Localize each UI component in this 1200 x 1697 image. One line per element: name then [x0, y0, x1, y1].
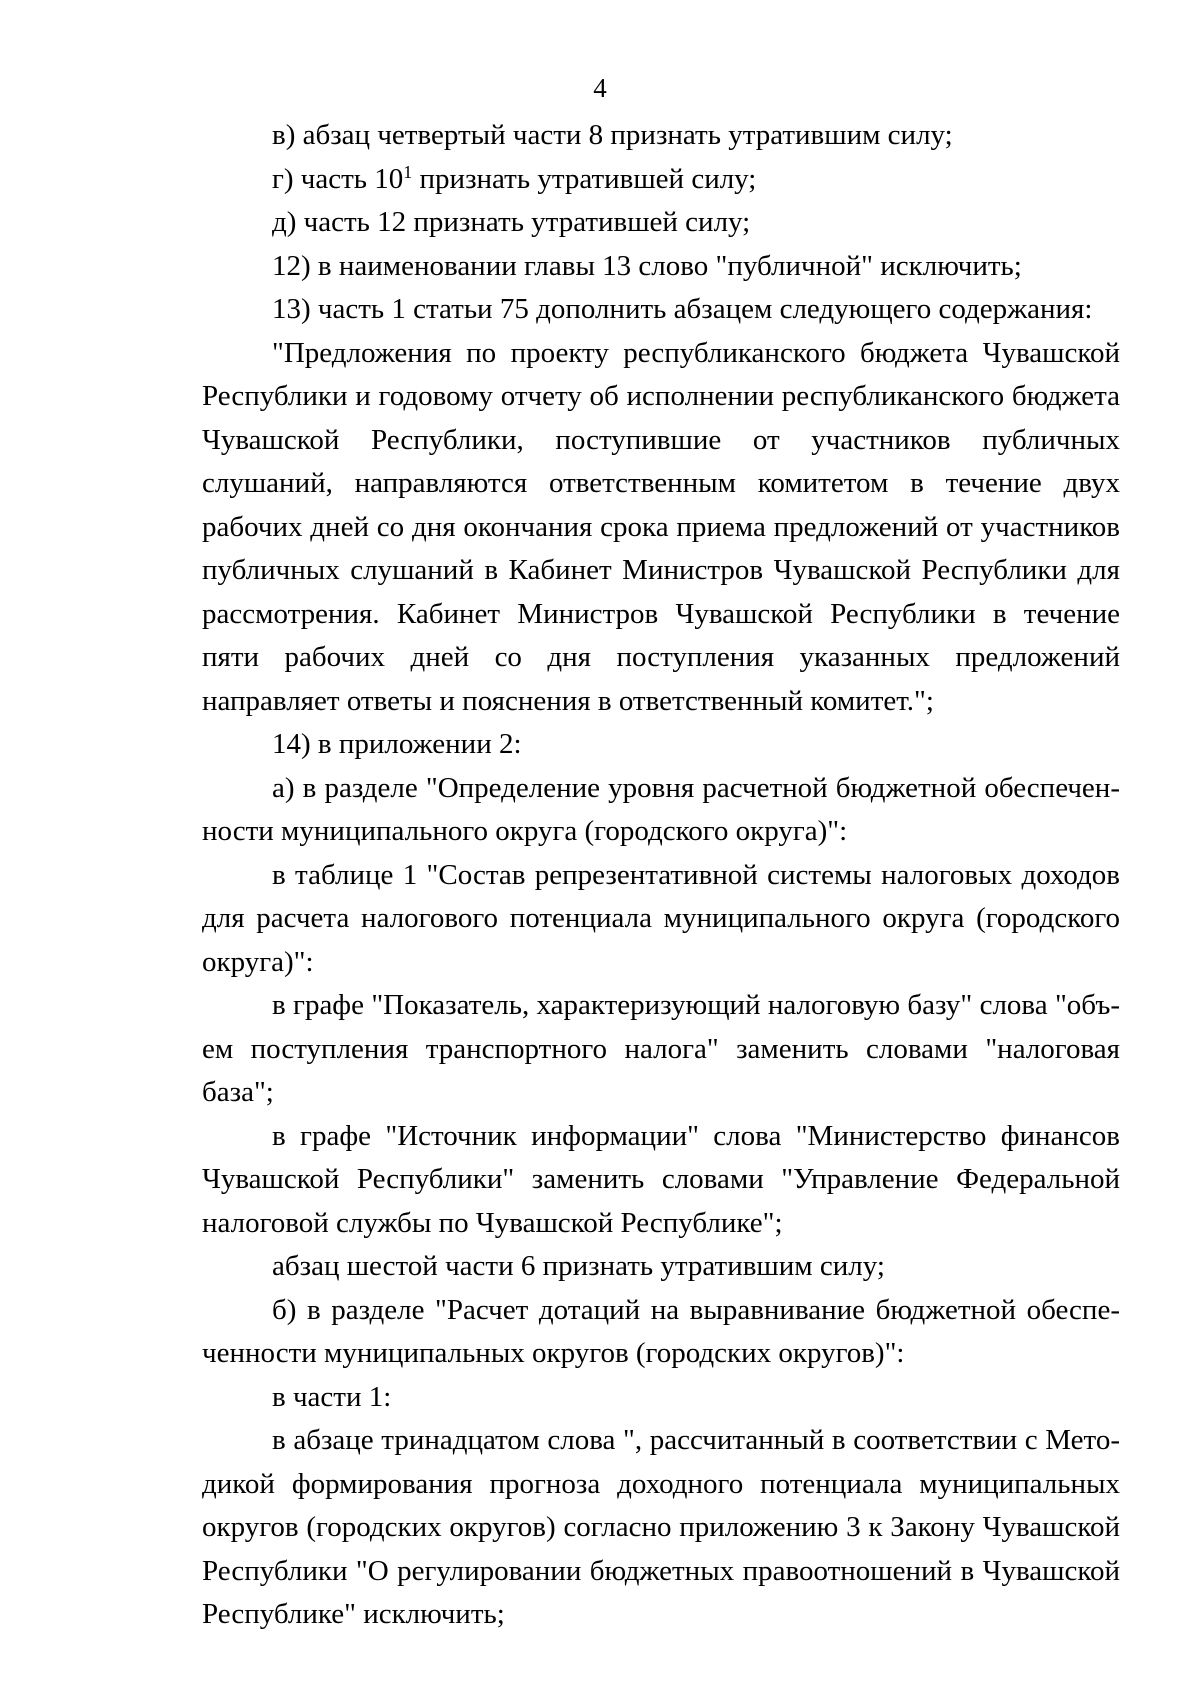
- document-body: [202, 114, 1120, 1637]
- page-number: 4: [593, 73, 607, 103]
- paragraph-item-d: д) часть 12 признать утратившей силу;: [272, 206, 751, 238]
- paragraph-text-end: признать утратившей силу;: [412, 162, 757, 195]
- paragraph-part-6: абзац шестой части 6 признать утратившим силу;: [272, 1250, 885, 1282]
- paragraph-table-1: в таблице 1 "Состав репрезентативной системы налоговых доходов для расчета налогового потенциала муниципального округа (городского округа)":: [202, 858, 1120, 978]
- paragraph-point-13: 13) часть 1 статьи 75 дополнить абзацем следующего содержания:: [272, 293, 1093, 325]
- superscript-index: 1: [403, 161, 413, 182]
- paragraph-point-14: 14) в приложении 2:: [272, 728, 522, 760]
- paragraph-item-g: [202, 158, 1120, 202]
- paragraph-item-a: а) в разделе "Определение уровня расчетной бюджетной обеспеченности муниципального округа (городского округа)":: [202, 771, 1120, 847]
- paragraph-item-b: б) в разделе "Расчет дотаций на выравнивание бюджетной обеспеченности муниципальных округов (городских округов)":: [202, 1293, 1120, 1369]
- paragraph-text-start: г) часть 10: [272, 162, 404, 195]
- paragraph-abzac-13: в абзаце тринадцатом слова ", рассчитанный в соответствии с Методикой формирования прогноза доходного потенциала муниципальных округов (городских округов) согласно приложению 3 к Закону Чувашской Республики "О регулировании бюджетных правоотношений в Чувашской Республике" исключить;: [202, 1424, 1120, 1630]
- paragraph-column-source: в графе "Источник информации" слова "Министерство финансов Чувашской Республики" заменить словами "Управление Федеральной налоговой службы по Чувашской Республике";: [202, 1119, 1120, 1239]
- paragraph-column-indicator: в графе "Показатель, характеризующий налоговую базу" слова "объем поступления транспортного налога" заменить словами "налоговая база";: [202, 989, 1120, 1108]
- paragraph-point-12: 12) в наименовании главы 13 слово "публичной" исключить;: [272, 249, 1022, 282]
- paragraph-item-v: в) абзац четвертый части 8 признать утратившим силу;: [272, 119, 953, 151]
- paragraph-part-1: в части 1:: [272, 1380, 392, 1413]
- paragraph-quoted-amendment: "Предложения по проекту республиканского бюджета Чувашской Республики и годовому отчету об исполнении республиканского бюджета Чувашской Республики, поступившие от участников публичных слушаний, направляются ответственным комитетом в течение двух рабочих дней со дня окончания срока приема предложений от участников публичных слушаний в Кабинет Министров Чувашской Республики для рассмотрения. Кабинет Министров Чувашской Республики в течение пяти рабочих дней со дня поступления указанных предложений направляет ответы и пояснения в ответственный комитет.";: [202, 336, 1120, 717]
